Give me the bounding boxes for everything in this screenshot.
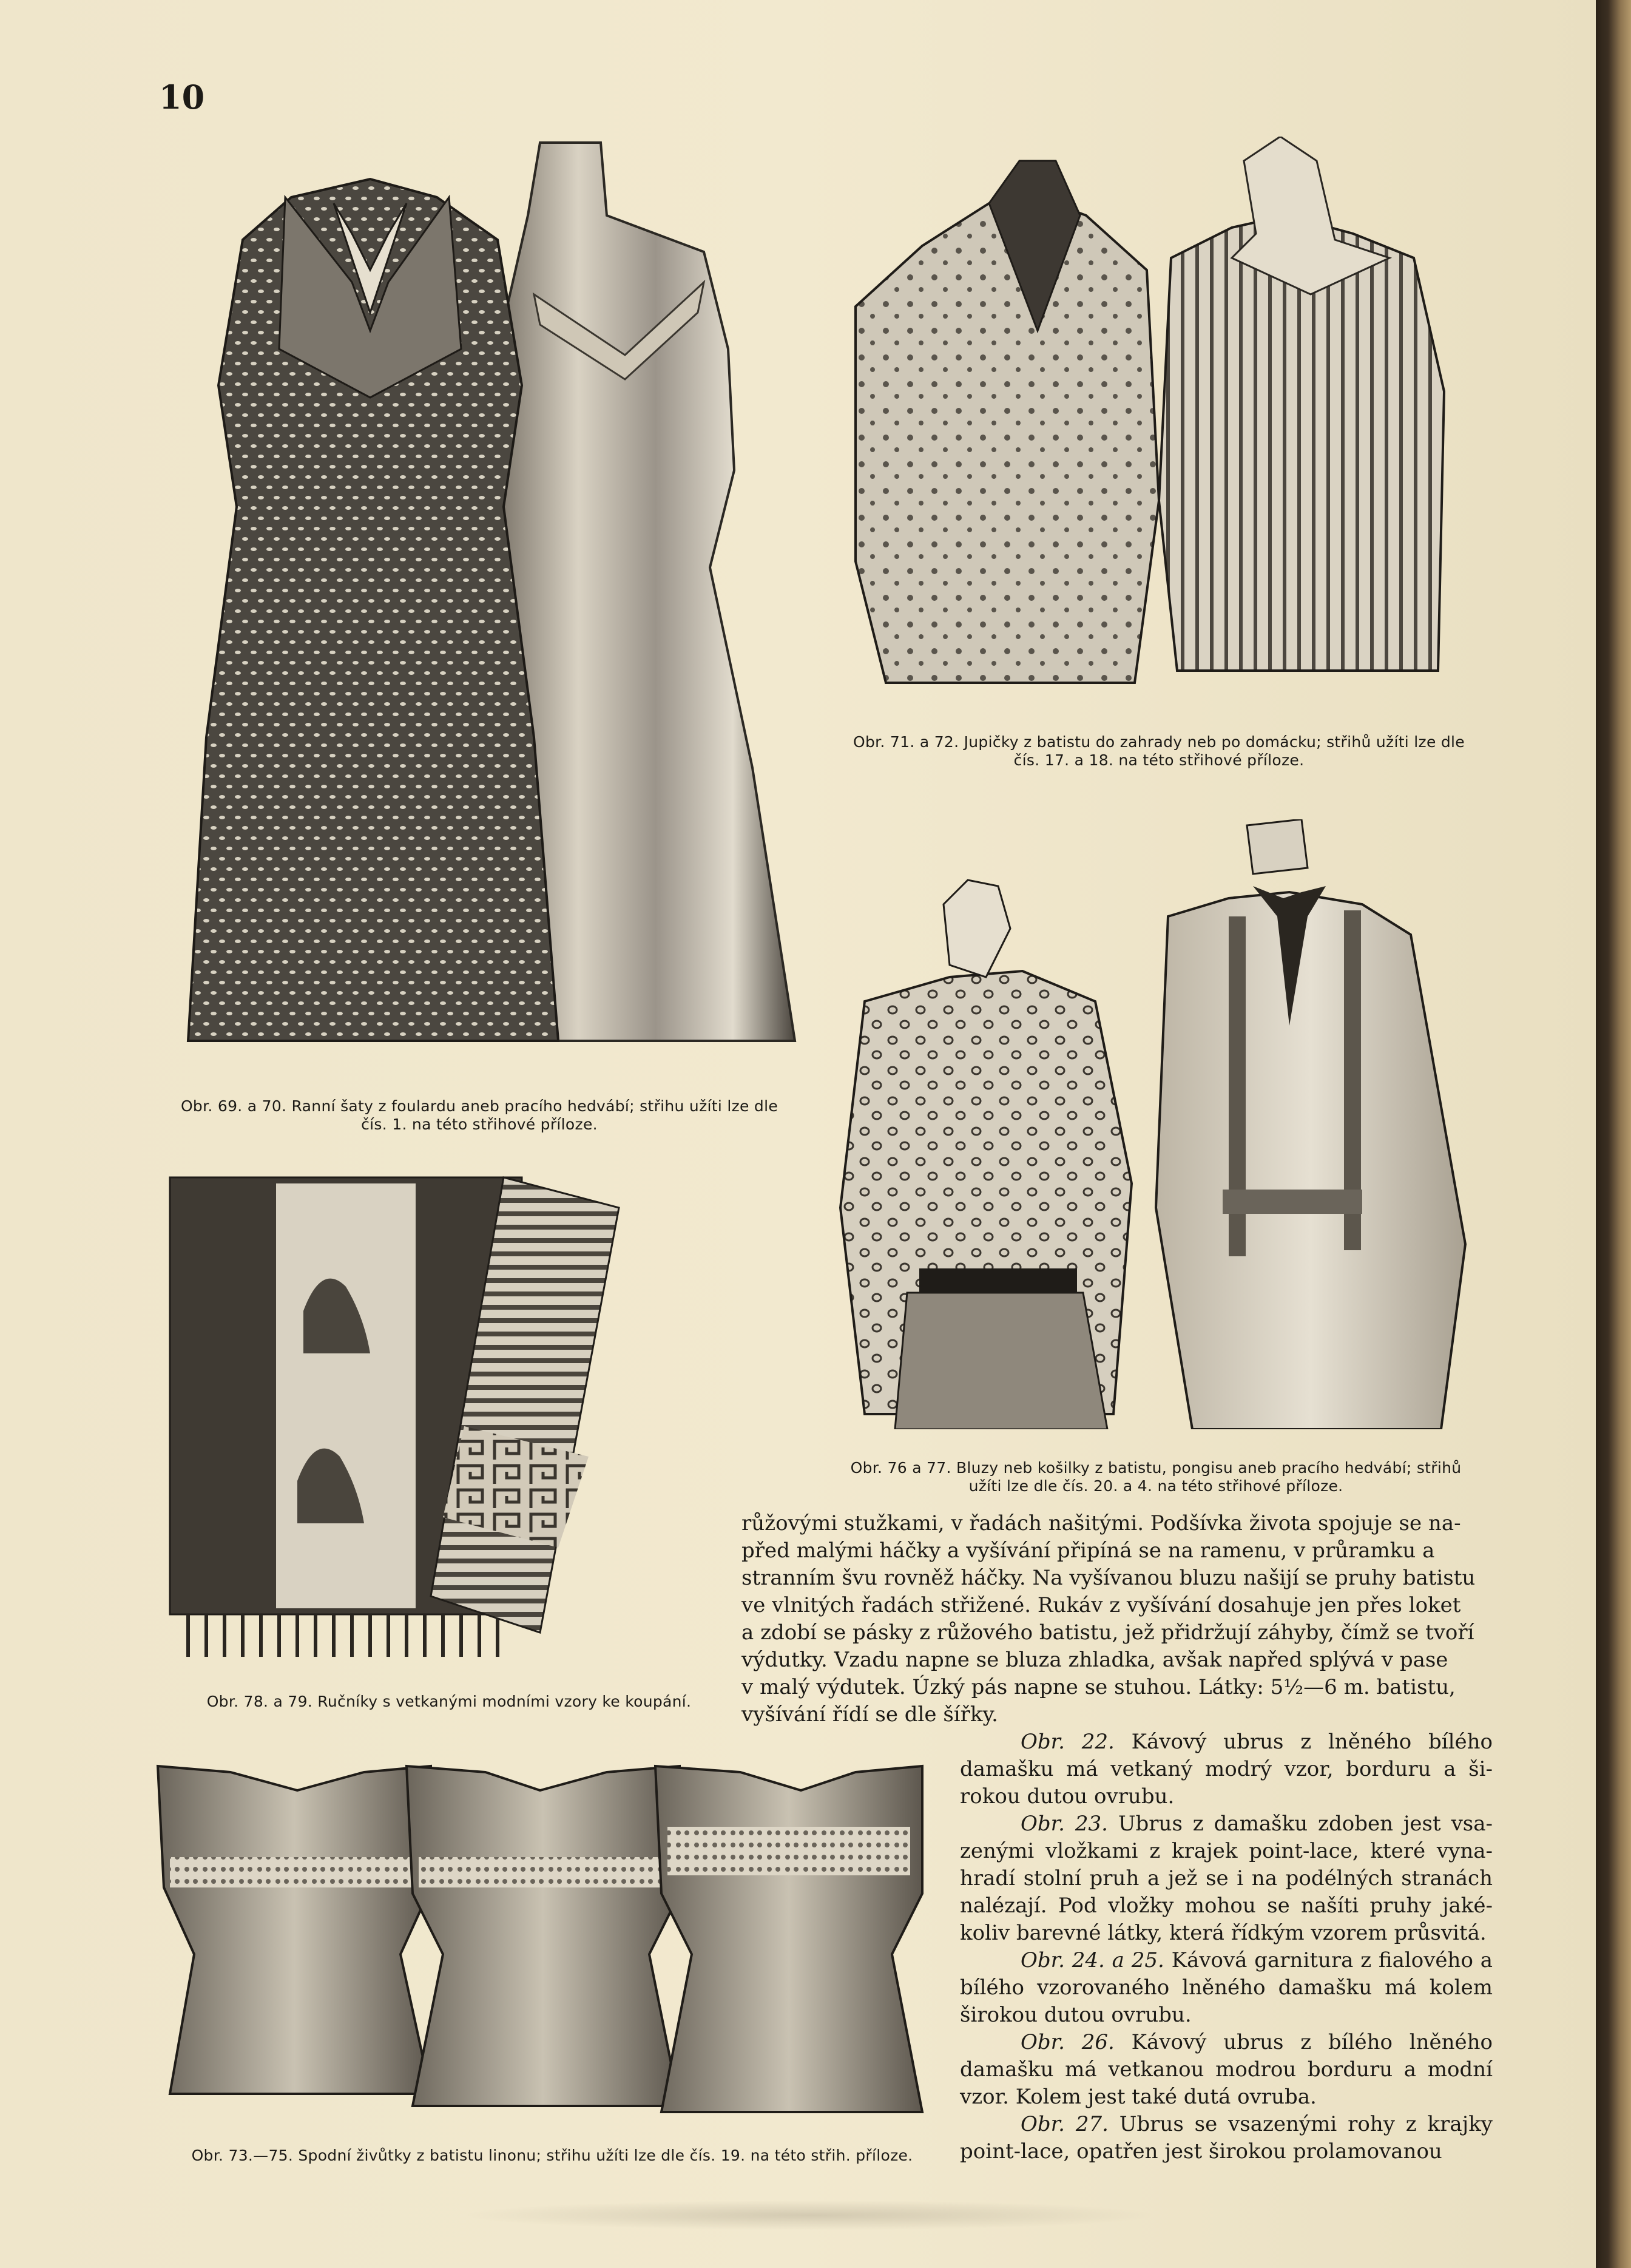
entry-text: Kávová garnitura z fialového a bílého vzorovaného lněného damašku má kolem širokou dutou ovrubu. — [960, 1948, 1493, 2027]
caption-fig-78-79 — [182, 1693, 716, 1711]
caption-fig-73-75 — [146, 2147, 959, 2165]
illustration-garden-jackets — [831, 137, 1465, 689]
entry-obr-26 — [960, 2029, 1493, 2111]
caption-fig-76-77-line2: užíti lze dle čís. 20. a 4. na této střihové příloze. — [968, 1477, 1343, 1495]
entry-label: Obr. 23. — [1021, 1812, 1108, 1836]
article-line: růžovými stužkami, v řadách našitými. Podšívka života spojuje se na- — [741, 1511, 1461, 1535]
article-line: výdutky. Vzadu napne se bluza zhladka, avšak napřed splývá v pase — [741, 1648, 1448, 1672]
article-entries — [960, 1728, 1493, 2165]
article-line: stranním švu rovněž háčky. Na vyšívanou bluzu našijí se pruhy batistu — [741, 1566, 1476, 1590]
caption-fig-71-72-line1: Obr. 71. a 72. Jupičky z batistu do zahrady neb po domácku; střihů užíti lze dle — [853, 733, 1465, 751]
caption-fig-71-72 — [831, 733, 1487, 770]
entry-obr-22 — [960, 1728, 1493, 1810]
article-line: ve vlnitých řadách střižené. Rukáv z vyšívání dosahuje jen přes loket — [741, 1593, 1461, 1617]
page-number: 10 — [159, 78, 205, 117]
caption-fig-78-79-text: Obr. 78. a 79. Ručníky s vetkanými modními vzory ke koupání. — [206, 1693, 692, 1710]
article-line: v malý výdutek. Úzký pás napne se stuhou. Látky: 5½—6 m. batistu, — [741, 1675, 1456, 1699]
article-intro-paragraph — [741, 1510, 1493, 1728]
caption-fig-76-77 — [828, 1459, 1484, 1495]
entry-text: Ubrus se vsazenými rohy z krajky point-lace, opatřen jest širokou prolamovanou — [960, 2112, 1493, 2164]
entry-obr-27 — [960, 2111, 1493, 2165]
entry-obr-24-25 — [960, 1947, 1493, 2029]
entry-text: Kávový ubrus z bílého lněného damašku má vetkanou modrou borduru a modní vzor. Kolem jest také dutá ovruba. — [960, 2030, 1493, 2109]
article-line: před malými háčky a vyšívání připíná se na ramenu, v průramku a — [741, 1539, 1435, 1563]
entry-label: Obr. 26. — [1021, 2030, 1115, 2054]
caption-fig-73-75-text: Obr. 73.—75. Spodní živůtky z batistu linonu; střihu užíti lze dle čís. 19. na této střih. příloze. — [191, 2147, 913, 2164]
caption-fig-76-77-line1: Obr. 76 a 77. Bluzy neb košilky z batistu, pongisu aneb pracího hedvábí; střihů — [850, 1459, 1462, 1477]
article-line: a zdobí se pásky z růžového batistu, jež přidržují záhyby, čímž se tvoří — [741, 1620, 1474, 1645]
book-binding-edge — [1596, 0, 1631, 2268]
illustration-corset-covers — [146, 1754, 928, 2136]
entry-obr-23 — [960, 1810, 1493, 1947]
illustration-blouses — [828, 819, 1471, 1429]
entry-label: Obr. 24. a 25. — [1021, 1948, 1164, 1972]
entry-text: Ubrus z damašku zdoben jest vsa-zenými vložkami z krajek point-lace, které vyna-hradí stolní pruh a jež se i na podélných stranách nalézají. Pod vložky mohou se našíti pruhy jaké-koliv barevné látky, která řídkým vzorem průsvitá. — [960, 1812, 1493, 1945]
entry-label: Obr. 27. — [1021, 2112, 1109, 2136]
bleed-through-smudge — [461, 2200, 1159, 2230]
illustration-bath-towels — [164, 1171, 625, 1669]
entry-text: Kávový ubrus z lněného bílého damašku má vetkaný modrý vzor, borduru a ši-rokou dutou ovrubu. — [960, 1730, 1493, 1809]
caption-fig-71-72-line2: čís. 17. a 18. na této střihové příloze. — [1013, 751, 1305, 769]
caption-fig-69-70-line2: čís. 1. na této střihové příloze. — [361, 1115, 598, 1133]
entry-label: Obr. 22. — [1021, 1730, 1115, 1754]
article-line: vyšívání řídí se dle šířky. — [741, 1702, 998, 1727]
caption-fig-69-70 — [152, 1097, 807, 1134]
illustration-morning-dresses — [170, 130, 804, 1080]
caption-fig-69-70-line1: Obr. 69. a 70. Ranní šaty z foulardu aneb pracího hedvábí; střihu užíti lze dle — [180, 1097, 778, 1115]
